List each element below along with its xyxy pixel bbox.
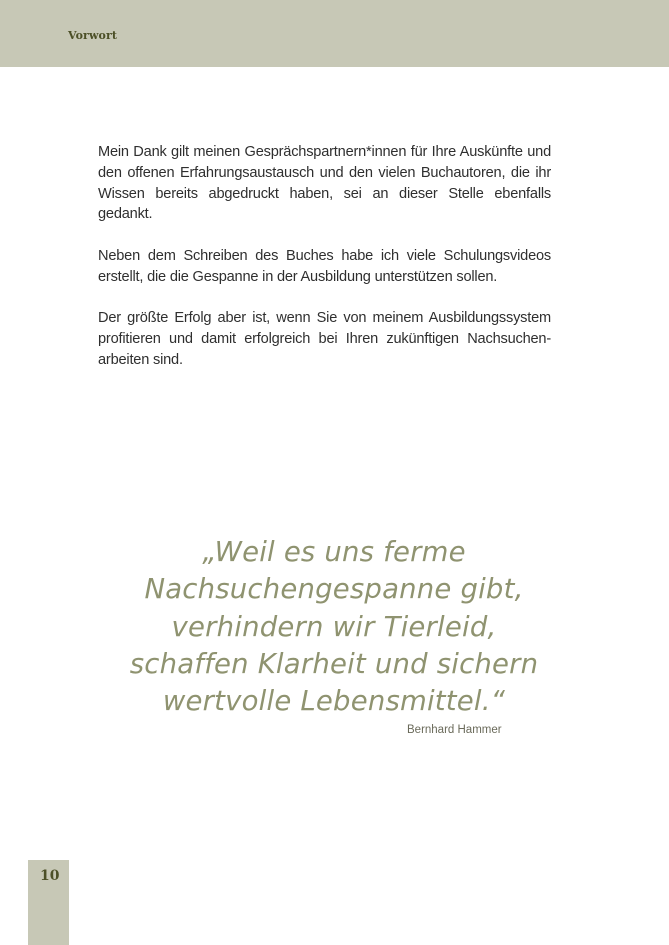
quote-text: [100, 534, 568, 720]
quote-line: „Weil es uns ferme: [202, 536, 466, 568]
quote-block: [100, 534, 568, 720]
quote-line: wertvolle Lebensmittel.“: [162, 685, 506, 718]
quote-line: verhindern wir Tierleid,: [171, 610, 497, 643]
paragraph-3: Der größte Erfolg aber ist, wenn Sie von meinem Ausbildungssystem profitieren und damit erfolgreich bei Ihren zukünftigen Nachsuchen-arbeiten sind.: [98, 310, 551, 368]
quote-line: schaffen Klarheit und sichern: [129, 647, 539, 680]
paragraph-2: Neben dem Schreiben des Buches habe ich viele Schulungsvideos erstellt, die die Gespanne in der Ausbildung unterstützen sollen.: [98, 247, 551, 285]
page-number: 10: [40, 868, 60, 884]
paragraph-1: Mein Dank gilt meinen Gesprächspartnern*innen für Ihre Auskünfte und den offenen Erfahrungsaustausch und den vielen Buchautoren, die ihr Wissen bereits abgedruckt haben, sei an dieser Stelle ebenfalls gedankt.: [98, 144, 551, 223]
quote-author: Bernhard Hammer: [407, 724, 502, 736]
body-text: [98, 142, 551, 392]
section-title: Vorwort: [68, 29, 118, 42]
quote-line: Nachsuchengespanne gibt,: [144, 573, 524, 606]
